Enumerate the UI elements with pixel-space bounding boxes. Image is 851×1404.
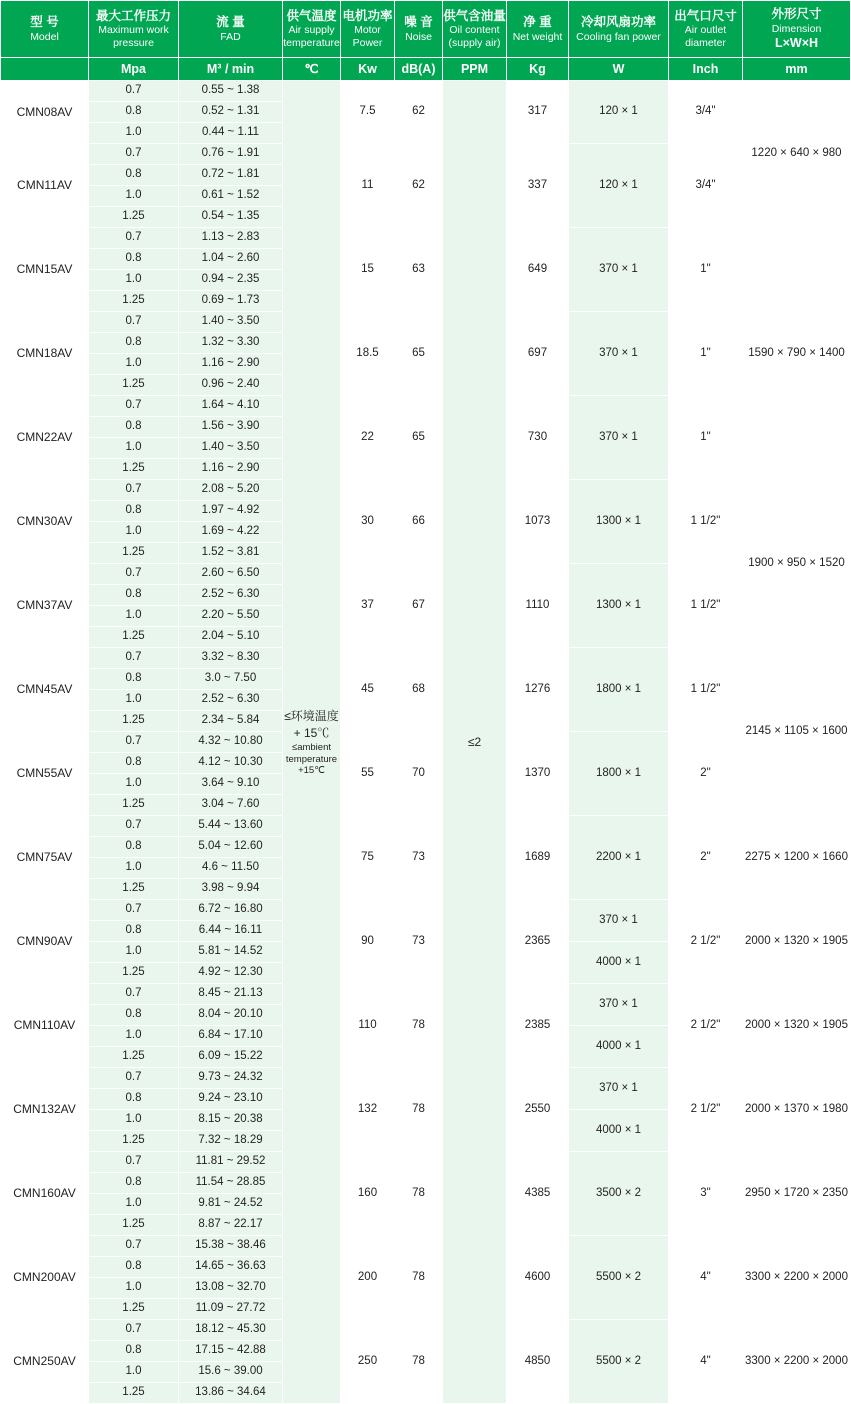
cell-fad: 5.81 ~ 14.52 — [179, 942, 283, 963]
cell-fad: 1.69 ~ 4.22 — [179, 522, 283, 543]
cell-model: CMN11AV — [1, 144, 89, 228]
cell-fad: 1.13 ~ 2.83 — [179, 228, 283, 249]
cell-pressure: 0.8 — [89, 417, 179, 438]
cell-pressure: 0.8 — [89, 837, 179, 858]
cell-pressure: 1.0 — [89, 354, 179, 375]
cell-net-weight: 1370 — [507, 732, 569, 816]
cell-oil-content: ≤2 — [443, 81, 507, 1404]
cell-dimension: 1900 × 950 × 1520 — [743, 480, 851, 648]
cell-air-outlet-diameter: 3/4" — [669, 144, 743, 228]
cell-pressure: 0.8 — [89, 1005, 179, 1026]
cell-cooling-fan-power: 3500 × 2 — [569, 1152, 669, 1236]
cell-dimension: 2950 × 1720 × 2350 — [743, 1152, 851, 1236]
col-unit-max-pressure: Mpa — [89, 58, 179, 81]
cell-pressure: 1.0 — [89, 858, 179, 879]
cell-pressure: 1.0 — [89, 522, 179, 543]
cell-pressure: 0.7 — [89, 312, 179, 333]
cell-cooling-fan-power: 1800 × 1 — [569, 732, 669, 816]
cell-fad: 0.69 ~ 1.73 — [179, 291, 283, 312]
cell-pressure: 1.25 — [89, 543, 179, 564]
cell-pressure: 0.8 — [89, 1173, 179, 1194]
air-temp-chinese: ≤环境温度 + 15℃ — [284, 708, 339, 740]
cell-model: CMN30AV — [1, 480, 89, 564]
cell-fad: 11.54 ~ 28.85 — [179, 1173, 283, 1194]
cell-air-outlet-diameter: 1" — [669, 312, 743, 396]
table-row — [1, 228, 851, 249]
cell-pressure: 0.8 — [89, 249, 179, 270]
cell-noise: 65 — [395, 312, 443, 396]
cell-net-weight: 1110 — [507, 564, 569, 648]
cell-dimension: 2145 × 1105 × 1600 — [743, 648, 851, 816]
cell-net-weight: 1276 — [507, 648, 569, 732]
cell-pressure: 1.0 — [89, 1362, 179, 1383]
cell-cooling-fan-power: 4000 × 1 — [569, 1026, 669, 1068]
cell-dimension: 3300 × 2200 × 2000 — [743, 1236, 851, 1320]
cell-motor-power: 7.5 — [341, 81, 395, 144]
cell-fad: 15.6 ~ 39.00 — [179, 1362, 283, 1383]
cell-model: CMN132AV — [1, 1068, 89, 1152]
cell-air-outlet-diameter: 2" — [669, 732, 743, 816]
cell-noise: 68 — [395, 648, 443, 732]
cell-pressure: 1.25 — [89, 711, 179, 732]
cell-cooling-fan-power: 1800 × 1 — [569, 648, 669, 732]
col-header-net-weight: 净 重 Net weight — [507, 1, 569, 58]
col-unit-cooling-fan: W — [569, 58, 669, 81]
cell-fad: 0.61 ~ 1.52 — [179, 186, 283, 207]
cell-air-outlet-diameter: 1" — [669, 396, 743, 480]
cell-cooling-fan-power: 2200 × 1 — [569, 816, 669, 900]
cell-pressure: 0.7 — [89, 984, 179, 1005]
table-row — [1, 900, 851, 921]
cell-net-weight: 2550 — [507, 1068, 569, 1152]
cell-pressure: 0.7 — [89, 900, 179, 921]
cell-fad: 11.81 ~ 29.52 — [179, 1152, 283, 1173]
cell-pressure: 0.7 — [89, 732, 179, 753]
col-unit-motor-power: Kw — [341, 58, 395, 81]
cell-cooling-fan-power: 120 × 1 — [569, 81, 669, 144]
cell-air-outlet-diameter: 2 1/2" — [669, 1068, 743, 1152]
cell-model: CMN55AV — [1, 732, 89, 816]
cell-fad: 8.45 ~ 21.13 — [179, 984, 283, 1005]
cell-pressure: 1.25 — [89, 879, 179, 900]
cell-fad: 5.44 ~ 13.60 — [179, 816, 283, 837]
cell-pressure: 1.25 — [89, 795, 179, 816]
cell-air-outlet-diameter: 1 1/2" — [669, 480, 743, 564]
cell-pressure: 0.7 — [89, 228, 179, 249]
cell-dimension: 2000 × 1320 × 1905 — [743, 984, 851, 1068]
cell-air-outlet-diameter: 1 1/2" — [669, 564, 743, 648]
cell-cooling-fan-power: 120 × 1 — [569, 144, 669, 228]
cell-fad: 0.55 ~ 1.38 — [179, 81, 283, 102]
cell-model: CMN15AV — [1, 228, 89, 312]
cell-dimension: 1220 × 640 × 980 — [743, 81, 851, 228]
cell-pressure: 0.8 — [89, 165, 179, 186]
cell-fad: 1.16 ~ 2.90 — [179, 354, 283, 375]
col-header-dimension: 外形尺寸 Dimension L×W×H — [743, 1, 851, 58]
cell-cooling-fan-power: 370 × 1 — [569, 984, 669, 1026]
cell-cooling-fan-power: 4000 × 1 — [569, 1110, 669, 1152]
cell-fad: 18.12 ~ 45.30 — [179, 1320, 283, 1341]
cell-cooling-fan-power: 1300 × 1 — [569, 480, 669, 564]
cell-fad: 1.40 ~ 3.50 — [179, 438, 283, 459]
cell-cooling-fan-power: 1300 × 1 — [569, 564, 669, 648]
cell-fad: 1.04 ~ 2.60 — [179, 249, 283, 270]
cell-fad: 0.44 ~ 1.11 — [179, 123, 283, 144]
cell-air-outlet-diameter: 3" — [669, 1152, 743, 1236]
cell-cooling-fan-power: 4000 × 1 — [569, 942, 669, 984]
col-header-air-temp: 供气温度 Air supply temperature — [283, 1, 341, 58]
cell-motor-power: 75 — [341, 816, 395, 900]
cell-fad: 1.52 ~ 3.81 — [179, 543, 283, 564]
cell-fad: 1.16 ~ 2.90 — [179, 459, 283, 480]
cell-dimension: 2275 × 1200 × 1660 — [743, 816, 851, 900]
cell-pressure: 1.0 — [89, 123, 179, 144]
cell-net-weight: 2385 — [507, 984, 569, 1068]
table-row — [1, 732, 851, 753]
table-row — [1, 984, 851, 1005]
cell-air-outlet-diameter: 1 1/2" — [669, 648, 743, 732]
cell-fad: 6.72 ~ 16.80 — [179, 900, 283, 921]
col-header-air-outlet: 出气口尺寸 Air outlet diameter — [669, 1, 743, 58]
cell-fad: 0.94 ~ 2.35 — [179, 270, 283, 291]
cell-net-weight: 4850 — [507, 1320, 569, 1404]
cell-pressure: 1.25 — [89, 627, 179, 648]
cell-fad: 9.73 ~ 24.32 — [179, 1068, 283, 1089]
table-body — [1, 81, 851, 1404]
cell-fad: 13.86 ~ 34.64 — [179, 1383, 283, 1404]
cell-fad: 0.54 ~ 1.35 — [179, 207, 283, 228]
cell-pressure: 0.7 — [89, 564, 179, 585]
col-unit-net-weight: Kg — [507, 58, 569, 81]
cell-pressure: 1.0 — [89, 1026, 179, 1047]
cell-fad: 2.20 ~ 5.50 — [179, 606, 283, 627]
cell-model: CMN08AV — [1, 81, 89, 144]
cell-fad: 0.72 ~ 1.81 — [179, 165, 283, 186]
table-row — [1, 1068, 851, 1089]
cell-model: CMN37AV — [1, 564, 89, 648]
cell-motor-power: 15 — [341, 228, 395, 312]
cell-air-outlet-diameter: 4" — [669, 1236, 743, 1320]
cell-noise: 65 — [395, 396, 443, 480]
cell-noise: 78 — [395, 1068, 443, 1152]
cell-fad: 1.97 ~ 4.92 — [179, 501, 283, 522]
cell-fad: 2.52 ~ 6.30 — [179, 585, 283, 606]
cell-noise: 62 — [395, 144, 443, 228]
col-header-fad: 流 量 FAD — [179, 1, 283, 58]
cell-air-outlet-diameter: 1" — [669, 228, 743, 312]
cell-pressure: 0.8 — [89, 1089, 179, 1110]
cell-pressure: 1.25 — [89, 1131, 179, 1152]
table-header — [1, 1, 851, 81]
cell-fad: 0.96 ~ 2.40 — [179, 375, 283, 396]
cell-noise: 78 — [395, 984, 443, 1068]
cell-model: CMN22AV — [1, 396, 89, 480]
table-row — [1, 396, 851, 417]
cell-noise: 78 — [395, 1152, 443, 1236]
col-unit-fad: M³ / min — [179, 58, 283, 81]
cell-fad: 6.09 ~ 15.22 — [179, 1047, 283, 1068]
col-unit-air-outlet: Inch — [669, 58, 743, 81]
cell-pressure: 0.7 — [89, 1068, 179, 1089]
cell-motor-power: 55 — [341, 732, 395, 816]
cell-fad: 5.04 ~ 12.60 — [179, 837, 283, 858]
cell-fad: 2.04 ~ 5.10 — [179, 627, 283, 648]
cell-noise: 66 — [395, 480, 443, 564]
col-unit-model — [1, 58, 89, 81]
cell-motor-power: 132 — [341, 1068, 395, 1152]
cell-motor-power: 11 — [341, 144, 395, 228]
table-row — [1, 1152, 851, 1173]
cell-fad: 8.87 ~ 22.17 — [179, 1215, 283, 1236]
cell-noise: 70 — [395, 732, 443, 816]
cell-fad: 14.65 ~ 36.63 — [179, 1257, 283, 1278]
table-row — [1, 564, 851, 585]
cell-fad: 3.04 ~ 7.60 — [179, 795, 283, 816]
cell-fad: 11.09 ~ 27.72 — [179, 1299, 283, 1320]
cell-pressure: 0.7 — [89, 1236, 179, 1257]
table-row — [1, 648, 851, 669]
cell-dimension: 3300 × 2200 × 2000 — [743, 1320, 851, 1404]
cell-pressure: 0.8 — [89, 1257, 179, 1278]
cell-pressure: 0.8 — [89, 921, 179, 942]
cell-pressure: 1.25 — [89, 1299, 179, 1320]
cell-model: CMN90AV — [1, 900, 89, 984]
cell-cooling-fan-power: 370 × 1 — [569, 228, 669, 312]
cell-pressure: 0.8 — [89, 753, 179, 774]
col-unit-air-temp: ℃ — [283, 58, 341, 81]
cell-pressure: 0.7 — [89, 1152, 179, 1173]
cell-cooling-fan-power: 5500 × 2 — [569, 1236, 669, 1320]
cell-fad: 1.64 ~ 4.10 — [179, 396, 283, 417]
cell-fad: 1.32 ~ 3.30 — [179, 333, 283, 354]
cell-dimension: 2000 × 1370 × 1980 — [743, 1068, 851, 1152]
cell-air-outlet-diameter: 2 1/2" — [669, 900, 743, 984]
cell-noise: 62 — [395, 81, 443, 144]
cell-pressure: 0.7 — [89, 1320, 179, 1341]
cell-fad: 4.92 ~ 12.30 — [179, 963, 283, 984]
cell-fad: 3.98 ~ 9.94 — [179, 879, 283, 900]
col-header-cooling-fan: 冷却风扇功率 Cooling fan power — [569, 1, 669, 58]
cell-pressure: 1.25 — [89, 375, 179, 396]
cell-fad: 1.40 ~ 3.50 — [179, 312, 283, 333]
cell-fad: 2.60 ~ 6.50 — [179, 564, 283, 585]
table-row — [1, 1320, 851, 1341]
cell-fad: 0.52 ~ 1.31 — [179, 102, 283, 123]
cell-net-weight: 4385 — [507, 1152, 569, 1236]
cell-noise: 67 — [395, 564, 443, 648]
cell-fad: 0.76 ~ 1.91 — [179, 144, 283, 165]
cell-net-weight: 337 — [507, 144, 569, 228]
cell-pressure: 1.25 — [89, 459, 179, 480]
cell-model: CMN75AV — [1, 816, 89, 900]
cell-model: CMN45AV — [1, 648, 89, 732]
cell-model: CMN200AV — [1, 1236, 89, 1320]
cell-pressure: 0.8 — [89, 585, 179, 606]
cell-motor-power: 45 — [341, 648, 395, 732]
cell-net-weight: 1689 — [507, 816, 569, 900]
cell-fad: 9.81 ~ 24.52 — [179, 1194, 283, 1215]
cell-air-outlet-diameter: 3/4" — [669, 81, 743, 144]
cell-fad: 8.15 ~ 20.38 — [179, 1110, 283, 1131]
cell-fad: 3.32 ~ 8.30 — [179, 648, 283, 669]
cell-fad: 2.34 ~ 5.84 — [179, 711, 283, 732]
cell-fad: 4.32 ~ 10.80 — [179, 732, 283, 753]
cell-pressure: 0.7 — [89, 396, 179, 417]
cell-fad: 7.32 ~ 18.29 — [179, 1131, 283, 1152]
cell-dimension: 2000 × 1320 × 1905 — [743, 900, 851, 984]
cell-net-weight: 697 — [507, 312, 569, 396]
cell-fad: 8.04 ~ 20.10 — [179, 1005, 283, 1026]
cell-pressure: 0.7 — [89, 81, 179, 102]
cell-pressure: 1.0 — [89, 186, 179, 207]
cell-pressure: 1.0 — [89, 942, 179, 963]
cell-fad: 6.44 ~ 16.11 — [179, 921, 283, 942]
table-row — [1, 480, 851, 501]
cell-motor-power: 160 — [341, 1152, 395, 1236]
cell-fad: 17.15 ~ 42.88 — [179, 1341, 283, 1362]
cell-cooling-fan-power: 370 × 1 — [569, 312, 669, 396]
cell-motor-power: 110 — [341, 984, 395, 1068]
cell-noise: 78 — [395, 1320, 443, 1404]
cell-fad: 3.0 ~ 7.50 — [179, 669, 283, 690]
cell-air-supply-temperature — [283, 81, 341, 1404]
cell-motor-power: 90 — [341, 900, 395, 984]
cell-net-weight: 4600 — [507, 1236, 569, 1320]
cell-air-outlet-diameter: 2" — [669, 816, 743, 900]
cell-pressure: 0.7 — [89, 648, 179, 669]
cell-dimension: 1590 × 790 × 1400 — [743, 228, 851, 480]
table-row — [1, 81, 851, 102]
cell-pressure: 1.25 — [89, 1215, 179, 1236]
cell-noise: 78 — [395, 1236, 443, 1320]
cell-pressure: 0.8 — [89, 1341, 179, 1362]
cell-pressure: 0.8 — [89, 501, 179, 522]
cell-noise: 73 — [395, 816, 443, 900]
cell-motor-power: 37 — [341, 564, 395, 648]
cell-net-weight: 649 — [507, 228, 569, 312]
table-row — [1, 1236, 851, 1257]
cell-air-outlet-diameter: 2 1/2" — [669, 984, 743, 1068]
cell-pressure: 1.0 — [89, 438, 179, 459]
cell-pressure: 1.25 — [89, 1047, 179, 1068]
cell-fad: 2.52 ~ 6.30 — [179, 690, 283, 711]
table-row — [1, 816, 851, 837]
cell-fad: 15.38 ~ 38.46 — [179, 1236, 283, 1257]
cell-pressure: 0.8 — [89, 669, 179, 690]
cell-pressure: 1.25 — [89, 291, 179, 312]
cell-net-weight: 1073 — [507, 480, 569, 564]
cell-fad: 9.24 ~ 23.10 — [179, 1089, 283, 1110]
col-unit-noise: dB(A) — [395, 58, 443, 81]
col-header-oil-content: 供气含油量 Oil content (supply air) — [443, 1, 507, 58]
cell-motor-power: 200 — [341, 1236, 395, 1320]
cell-pressure: 1.0 — [89, 270, 179, 291]
cell-pressure: 0.8 — [89, 102, 179, 123]
cell-pressure: 1.25 — [89, 207, 179, 228]
cell-pressure: 1.0 — [89, 774, 179, 795]
cell-motor-power: 22 — [341, 396, 395, 480]
cell-cooling-fan-power: 370 × 1 — [569, 396, 669, 480]
cell-cooling-fan-power: 370 × 1 — [569, 900, 669, 942]
cell-pressure: 1.0 — [89, 1194, 179, 1215]
cell-fad: 13.08 ~ 32.70 — [179, 1278, 283, 1299]
cell-fad: 4.6 ~ 11.50 — [179, 858, 283, 879]
col-unit-oil-content: PPM — [443, 58, 507, 81]
cell-model: CMN160AV — [1, 1152, 89, 1236]
cell-pressure: 1.0 — [89, 1278, 179, 1299]
cell-noise: 73 — [395, 900, 443, 984]
cell-fad: 3.64 ~ 9.10 — [179, 774, 283, 795]
cell-pressure: 0.8 — [89, 333, 179, 354]
cell-net-weight: 317 — [507, 81, 569, 144]
cell-fad: 2.08 ~ 5.20 — [179, 480, 283, 501]
cell-pressure: 1.25 — [89, 963, 179, 984]
cell-pressure: 1.0 — [89, 606, 179, 627]
cell-net-weight: 730 — [507, 396, 569, 480]
cell-pressure: 1.25 — [89, 1383, 179, 1404]
col-header-model: 型 号 Model — [1, 1, 89, 58]
cell-pressure: 1.0 — [89, 1110, 179, 1131]
cell-noise: 63 — [395, 228, 443, 312]
cell-pressure: 1.0 — [89, 690, 179, 711]
col-unit-dimension: mm — [743, 58, 851, 81]
cell-fad: 4.12 ~ 10.30 — [179, 753, 283, 774]
cell-motor-power: 30 — [341, 480, 395, 564]
col-header-noise: 噪 音 Noise — [395, 1, 443, 58]
table-row — [1, 144, 851, 165]
cell-fad: 6.84 ~ 17.10 — [179, 1026, 283, 1047]
cell-cooling-fan-power: 370 × 1 — [569, 1068, 669, 1110]
air-temp-english: ≤ambient temperature +15℃ — [285, 742, 338, 777]
cell-motor-power: 250 — [341, 1320, 395, 1404]
cell-model: CMN250AV — [1, 1320, 89, 1404]
cell-model: CMN110AV — [1, 984, 89, 1068]
col-header-motor-power: 电机功率 Motor Power — [341, 1, 395, 58]
cell-pressure: 0.7 — [89, 144, 179, 165]
col-header-max-pressure: 最大工作压力 Maximum work pressure — [89, 1, 179, 58]
cell-cooling-fan-power: 5500 × 2 — [569, 1320, 669, 1404]
cell-fad: 1.56 ~ 3.90 — [179, 417, 283, 438]
cell-motor-power: 18.5 — [341, 312, 395, 396]
cell-model: CMN18AV — [1, 312, 89, 396]
cell-air-outlet-diameter: 4" — [669, 1320, 743, 1404]
cell-net-weight: 2365 — [507, 900, 569, 984]
table-row — [1, 312, 851, 333]
cell-pressure: 0.7 — [89, 816, 179, 837]
cell-pressure: 0.7 — [89, 480, 179, 501]
